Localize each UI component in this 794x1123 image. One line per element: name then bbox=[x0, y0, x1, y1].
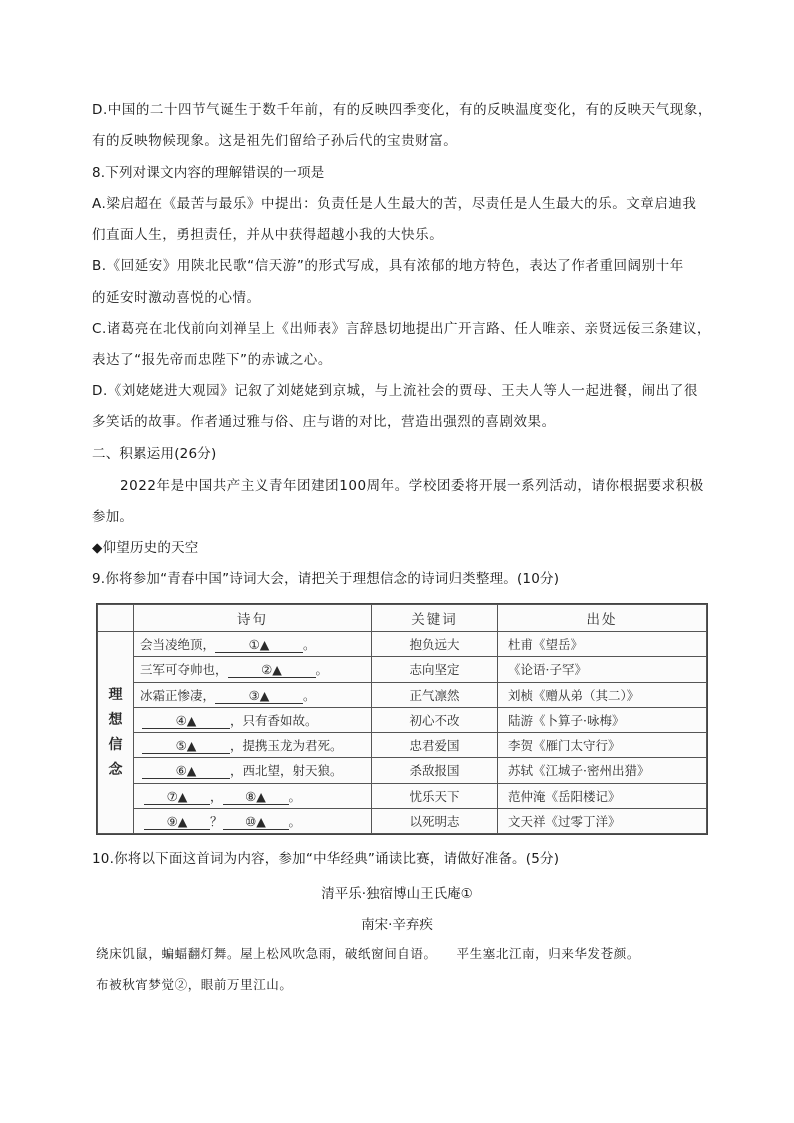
section-intro-line2: 参加。 bbox=[92, 509, 134, 525]
keyword-cell: 抱负远大 bbox=[372, 632, 498, 657]
poem-line-cell bbox=[134, 758, 372, 783]
poem-text: 。 bbox=[315, 662, 329, 678]
poem-line-cell bbox=[134, 808, 372, 833]
source-cell: 李贺《雁门太守行》 bbox=[498, 733, 707, 758]
q8-option-d-line1: D.《刘姥姥进大观园》记叙了刘姥姥到京城，与上流社会的贾母、王夫人等人一起进餐，闹出了很 bbox=[92, 383, 698, 399]
table-row bbox=[98, 783, 707, 808]
keyword-cell: 忧乐天下 bbox=[372, 783, 498, 808]
answer-blank[interactable]: ⑩▲ bbox=[223, 814, 289, 830]
answer-blank[interactable]: ⑨▲ bbox=[144, 814, 210, 830]
poem-line-cell bbox=[134, 657, 372, 682]
table-row bbox=[98, 758, 707, 783]
header-keyword: 关键词 bbox=[372, 605, 498, 632]
q7-option-d-line1: D.中国的二十四节气诞生于数千年前，有的反映四季变化，有的反映温度变化，有的反映天气现象， bbox=[92, 102, 712, 118]
keyword-cell: 志向坚定 bbox=[372, 657, 498, 682]
poem-author: 南宋·辛弃疾 bbox=[361, 917, 433, 933]
table-corner-cell bbox=[98, 605, 134, 632]
poem-text: ， bbox=[210, 788, 223, 804]
answer-blank[interactable]: ⑦▲ bbox=[144, 789, 210, 805]
answer-blank[interactable]: ⑤▲ bbox=[142, 738, 230, 754]
keyword-cell: 初心不改 bbox=[372, 707, 498, 732]
q8-option-c-line1: C.诸葛亮在北伐前向刘禅呈上《出师表》言辞恳切地提出广开言路、任人唯亲、亲贤远佞三条建议， bbox=[92, 321, 711, 337]
answer-blank[interactable]: ⑧▲ bbox=[223, 789, 289, 805]
table-row bbox=[98, 733, 707, 758]
q8-option-b-line1: B.《回延安》用陕北民歌“信天游”的形式写成，具有浓郁的地方特色，表达了作者重回阔别十年 bbox=[92, 258, 684, 274]
q8-option-a-line2: 们直面人生，勇担责任，并从中获得超越小我的大快乐。 bbox=[92, 227, 444, 243]
keyword-cell: 正气凛然 bbox=[372, 682, 498, 707]
source-cell: 《论语·子罕》 bbox=[498, 657, 707, 682]
keyword-cell: 杀敌报国 bbox=[372, 758, 498, 783]
poem-text: ，西北望，射天狼。 bbox=[230, 763, 343, 779]
source-cell: 范仲淹《岳阳楼记》 bbox=[498, 783, 707, 808]
poem-text: ，只有香如故。 bbox=[230, 712, 318, 728]
table-row bbox=[98, 657, 707, 682]
poem-text: ，提携玉龙为君死。 bbox=[230, 738, 343, 754]
poem-line-1: 绕床饥鼠，蝙蝠翻灯舞。屋上松风吹急雨，破纸窗间自语。 平生塞北江南，归来华发苍颜。 bbox=[96, 946, 640, 961]
keyword-cell: 以死明志 bbox=[372, 808, 498, 833]
answer-blank[interactable]: ③▲ bbox=[215, 688, 303, 704]
q8-option-d-line2: 多笑话的故事。作者通过雅与俗、庄与谐的对比，营造出强烈的喜剧效果。 bbox=[92, 414, 556, 430]
poem-text: 三军可夺帅也， bbox=[140, 662, 228, 678]
poem-text: ？ bbox=[210, 813, 223, 829]
q8-option-a-line1: A.梁启超在《最苦与最乐》中提出：负责任是人生最大的苦，尽责任是人生最大的乐。文章启迪我 bbox=[92, 196, 697, 212]
section-heading: 二、积累运用(26分) bbox=[92, 446, 217, 462]
answer-blank[interactable]: ①▲ bbox=[215, 637, 303, 653]
table-row bbox=[98, 632, 707, 657]
side-label-char: 理 bbox=[108, 686, 123, 703]
poem-line-cell bbox=[134, 733, 372, 758]
side-label-char: 信 bbox=[108, 736, 123, 753]
answer-blank[interactable]: ⑥▲ bbox=[142, 763, 230, 779]
q9-stem: 9.你将参加“青春中国”诗词大会，请把关于理想信念的诗词归类整理。(10分) bbox=[92, 571, 560, 587]
answer-blank[interactable]: ②▲ bbox=[228, 662, 316, 678]
side-label bbox=[98, 632, 134, 834]
poem-line-cell bbox=[134, 783, 372, 808]
poem-text: 会当凌绝顶， bbox=[140, 637, 216, 653]
q7-option-d-line2: 有的反映物候现象。这是祖先们留给子孙后代的宝贵财富。 bbox=[92, 133, 458, 149]
table-row bbox=[98, 682, 707, 707]
source-cell: 陆游《卜算子·咏梅》 bbox=[498, 707, 707, 732]
sub-heading: ◆仰望历史的天空 bbox=[92, 540, 199, 556]
poem-text: 。 bbox=[288, 813, 302, 829]
answer-blank[interactable]: ④▲ bbox=[142, 713, 230, 729]
poem-line-cell bbox=[134, 682, 372, 707]
q8-option-c-line2: 表达了“报先帝而忠陛下”的赤诚之心。 bbox=[92, 352, 332, 368]
q10-stem: 10.你将以下面这首词为内容，参加“中华经典”诵读比赛，请做好准备。(5分) bbox=[92, 851, 560, 867]
poem-title: 清平乐·独宿博山王氏庵① bbox=[321, 886, 473, 902]
table-row bbox=[98, 707, 707, 732]
poem-line-cell bbox=[134, 632, 372, 657]
poetry-table bbox=[96, 603, 708, 835]
poem-line-2: 布被秋宵梦觉②，眼前万里江山。 bbox=[96, 977, 293, 992]
source-cell: 文天祥《过零丁洋》 bbox=[498, 808, 707, 833]
poem-line-cell bbox=[134, 707, 372, 732]
source-cell: 苏轼《江城子·密州出猎》 bbox=[498, 758, 707, 783]
section-intro-line1: 2022年是中国共产主义青年团建团100周年。学校团委将开展一系列活动，请你根据要求积极 bbox=[120, 478, 704, 494]
q8-option-b-line2: 的延安时激动喜悦的心情。 bbox=[92, 290, 261, 306]
table-row bbox=[98, 808, 707, 833]
source-cell: 杜甫《望岳》 bbox=[498, 632, 707, 657]
poem-text: 。 bbox=[303, 637, 316, 653]
header-poem-line: 诗句 bbox=[134, 605, 372, 632]
table-header-row bbox=[98, 605, 707, 632]
poem-text: 。 bbox=[303, 687, 316, 703]
header-source: 出处 bbox=[498, 605, 707, 632]
side-label-char: 念 bbox=[108, 761, 123, 778]
q8-stem: 8.下列对课文内容的理解错误的一项是 bbox=[92, 165, 325, 181]
keyword-cell: 忠君爱国 bbox=[372, 733, 498, 758]
side-label-char: 想 bbox=[108, 711, 123, 728]
poem-text: 冰霜正惨凄， bbox=[140, 687, 216, 703]
poem-text: 。 bbox=[288, 788, 302, 804]
source-cell: 刘桢《赠从弟（其二）》 bbox=[498, 682, 707, 707]
